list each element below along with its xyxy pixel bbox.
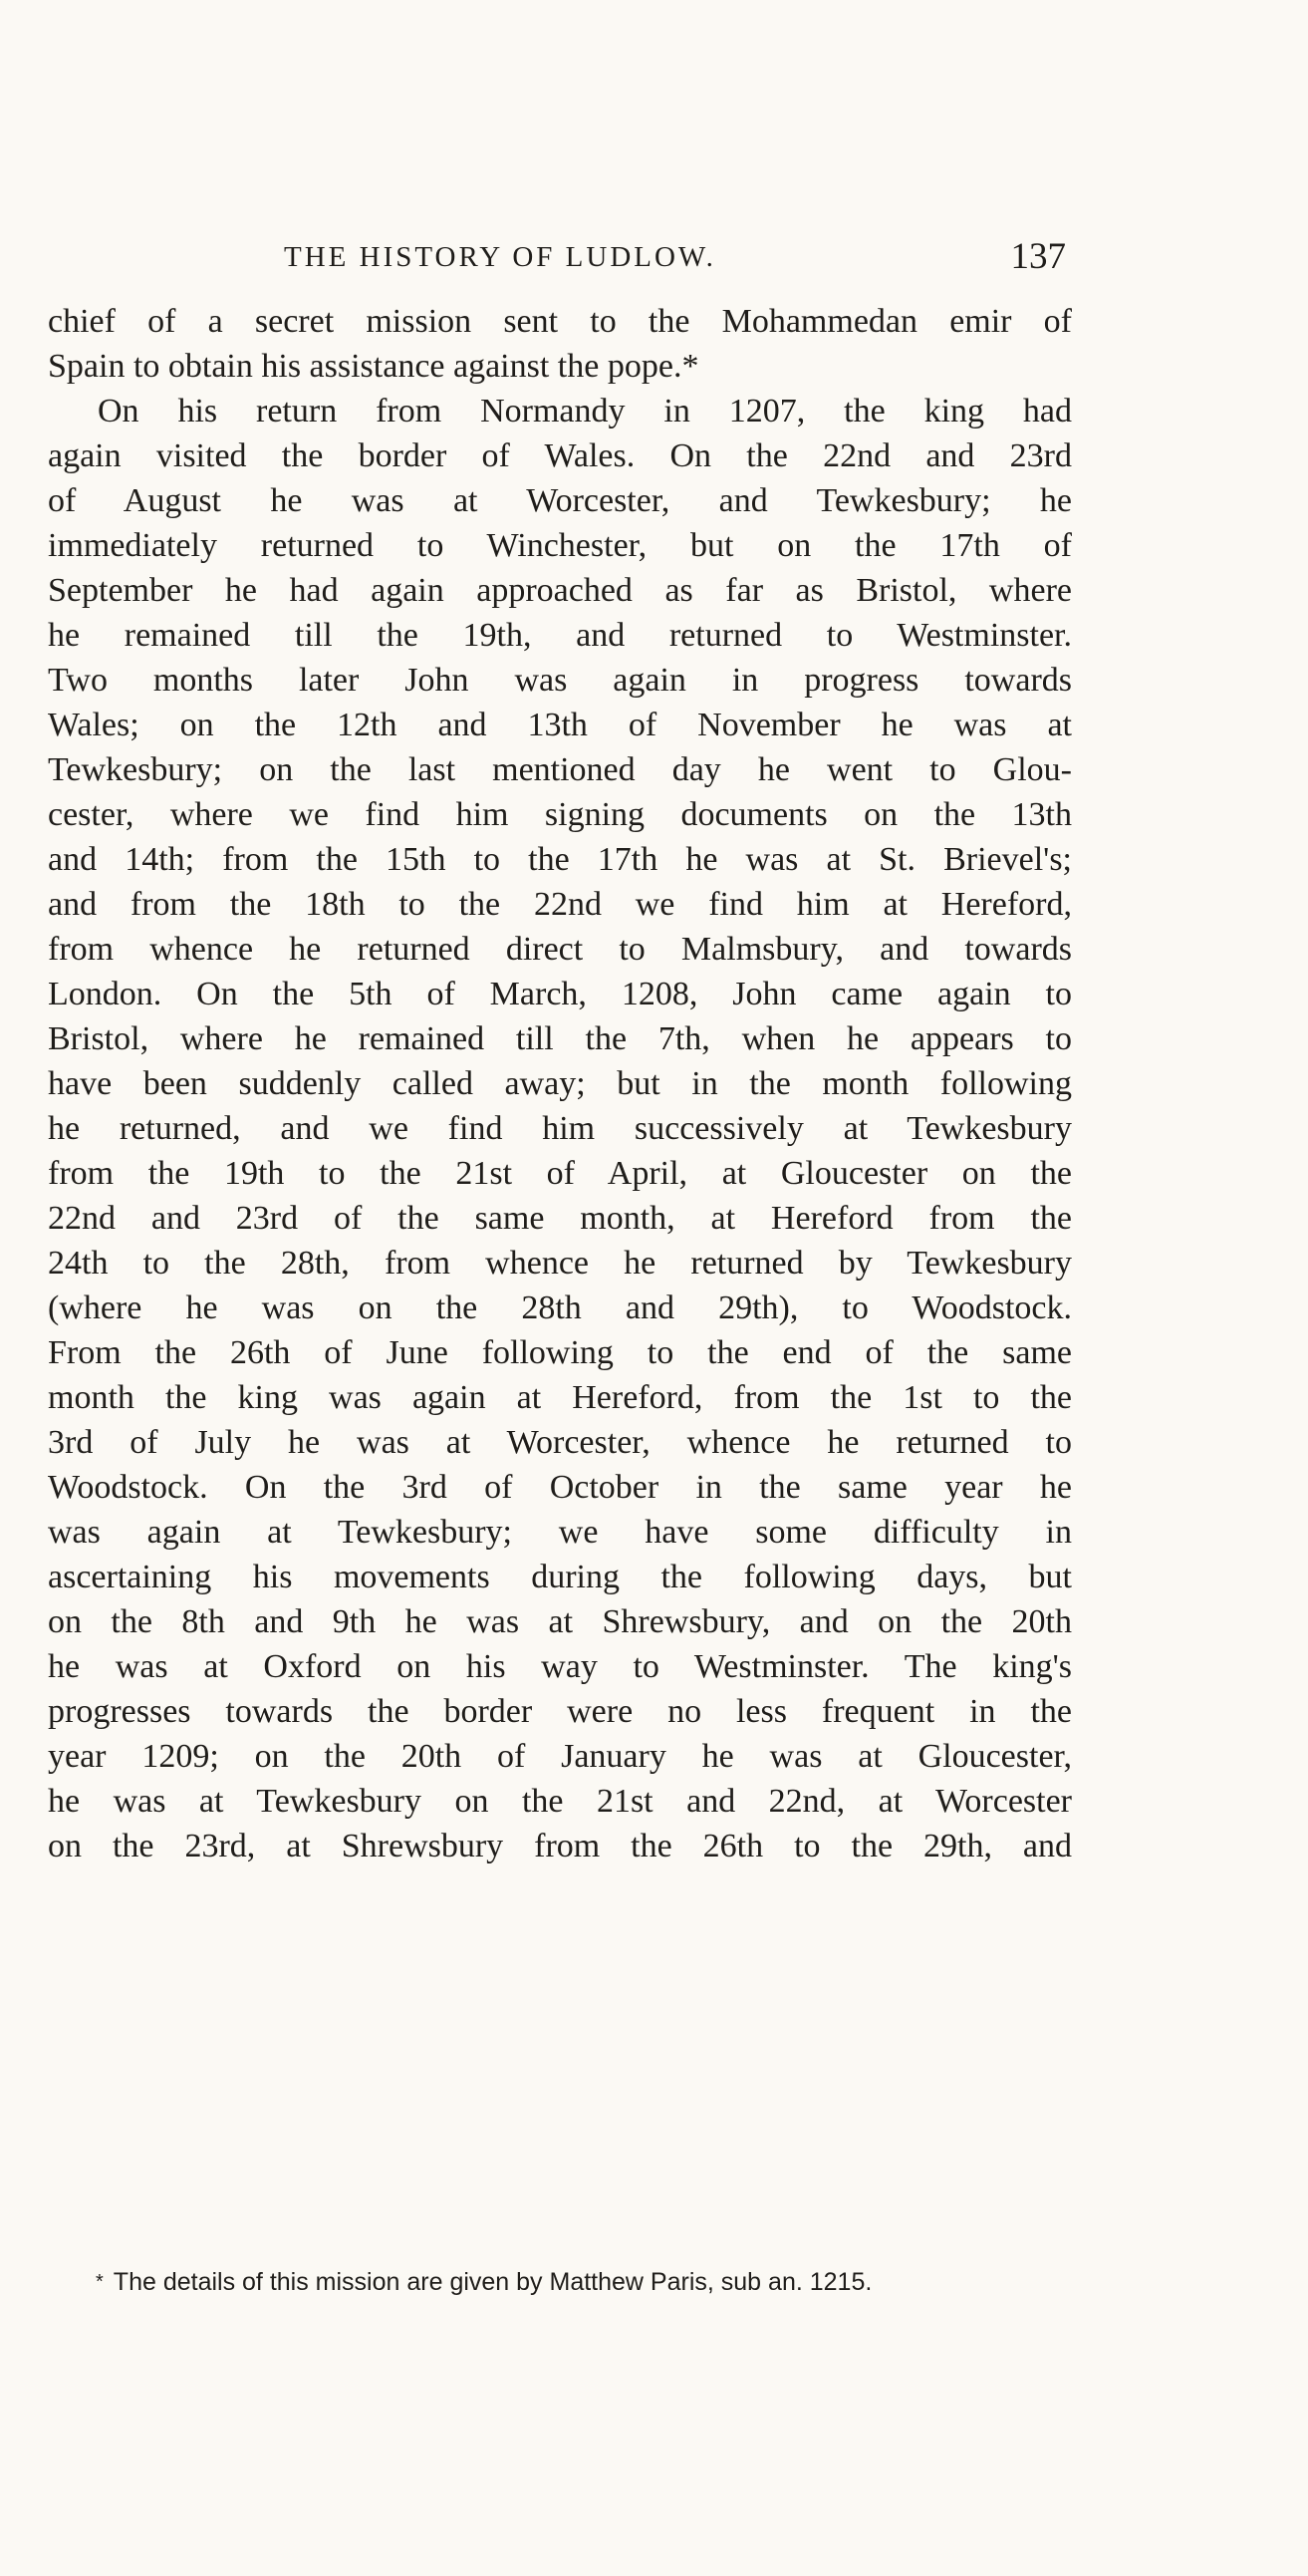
text-line: from whence he returned direct to Malmsbury, and towards bbox=[48, 931, 1072, 968]
text-line: on the 23rd, at Shrewsbury from the 26th to the 29th, and bbox=[48, 1828, 1072, 1864]
text-line: 3rd of July he was at Worcester, whence he returned to bbox=[48, 1424, 1072, 1461]
text-line: he was at Tewkesbury on the 21st and 22nd, at Worcester bbox=[48, 1783, 1072, 1820]
text-line: From the 26th of June following to the end of the same bbox=[48, 1334, 1072, 1371]
footnote-marker: * bbox=[96, 2271, 104, 2293]
text-line: on the 8th and 9th he was at Shrewsbury, and on the 20th bbox=[48, 1603, 1072, 1640]
text-line: was again at Tewkesbury; we have some difficulty in bbox=[48, 1514, 1072, 1551]
text-line: of August he was at Worcester, and Tewkesbury; he bbox=[48, 482, 1072, 519]
text-line: month the king was again at Hereford, from the 1st to the bbox=[48, 1379, 1072, 1416]
page-number: 137 bbox=[1010, 236, 1066, 277]
text-line: again visited the border of Wales. On the 22nd and 23rd bbox=[48, 437, 1072, 474]
text-line: immediately returned to Winchester, but on the 17th of bbox=[48, 527, 1072, 564]
text-line: (where he was on the 28th and 29th), to Woodstock. bbox=[48, 1289, 1072, 1326]
text-line: Spain to obtain his assistance against the pope.* bbox=[48, 348, 699, 385]
text-line: progresses towards the border were no less frequent in the bbox=[48, 1693, 1072, 1730]
running-head bbox=[40, 237, 1066, 277]
text-line: 24th to the 28th, from whence he returned by Tewkesbury bbox=[48, 1245, 1072, 1282]
running-title: THE HISTORY OF LUDLOW. bbox=[284, 241, 716, 273]
text-line: chief of a secret mission sent to the Mohammedan emir of bbox=[48, 303, 1072, 340]
text-line: Bristol, where he remained till the 7th, when he appears to bbox=[48, 1020, 1072, 1057]
text-line: he returned, and we find him successively at Tewkesbury bbox=[48, 1110, 1072, 1147]
text-line: On his return from Normandy in 1207, the king had bbox=[98, 393, 1072, 429]
footnote bbox=[96, 2264, 1092, 2300]
text-line: he was at Oxford on his way to Westminster. The king's bbox=[48, 1648, 1072, 1685]
text-line: and 14th; from the 15th to the 17th he was at St. Brievel's; bbox=[48, 841, 1072, 878]
text-line: Tewkesbury; on the last mentioned day he went to Glou- bbox=[48, 751, 1072, 788]
text-line: Woodstock. On the 3rd of October in the same year he bbox=[48, 1469, 1072, 1506]
text-line: cester, where we find him signing documents on the 13th bbox=[48, 796, 1072, 833]
text-line: Two months later John was again in progress towards bbox=[48, 662, 1072, 699]
footnote-text: The details of this mission are given by Matthew Paris, sub an. 1215. bbox=[113, 2268, 873, 2296]
text-line: have been suddenly called away; but in the month following bbox=[48, 1065, 1072, 1102]
text-line: Wales; on the 12th and 13th of November he was at bbox=[48, 707, 1072, 743]
text-line: he remained till the 19th, and returned to Westminster. bbox=[48, 617, 1072, 654]
text-line: ascertaining his movements during the following days, but bbox=[48, 1559, 1072, 1595]
text-line: year 1209; on the 20th of January he was at Gloucester, bbox=[48, 1738, 1072, 1775]
text-line: London. On the 5th of March, 1208, John came again to bbox=[48, 976, 1072, 1012]
text-line: from the 19th to the 21st of April, at Gloucester on the bbox=[48, 1155, 1072, 1192]
text-line: and from the 18th to the 22nd we find him at Hereford, bbox=[48, 886, 1072, 923]
text-line: September he had again approached as far as Bristol, where bbox=[48, 572, 1072, 609]
body-text bbox=[48, 299, 1072, 1868]
text-line: 22nd and 23rd of the same month, at Hereford from the bbox=[48, 1200, 1072, 1237]
